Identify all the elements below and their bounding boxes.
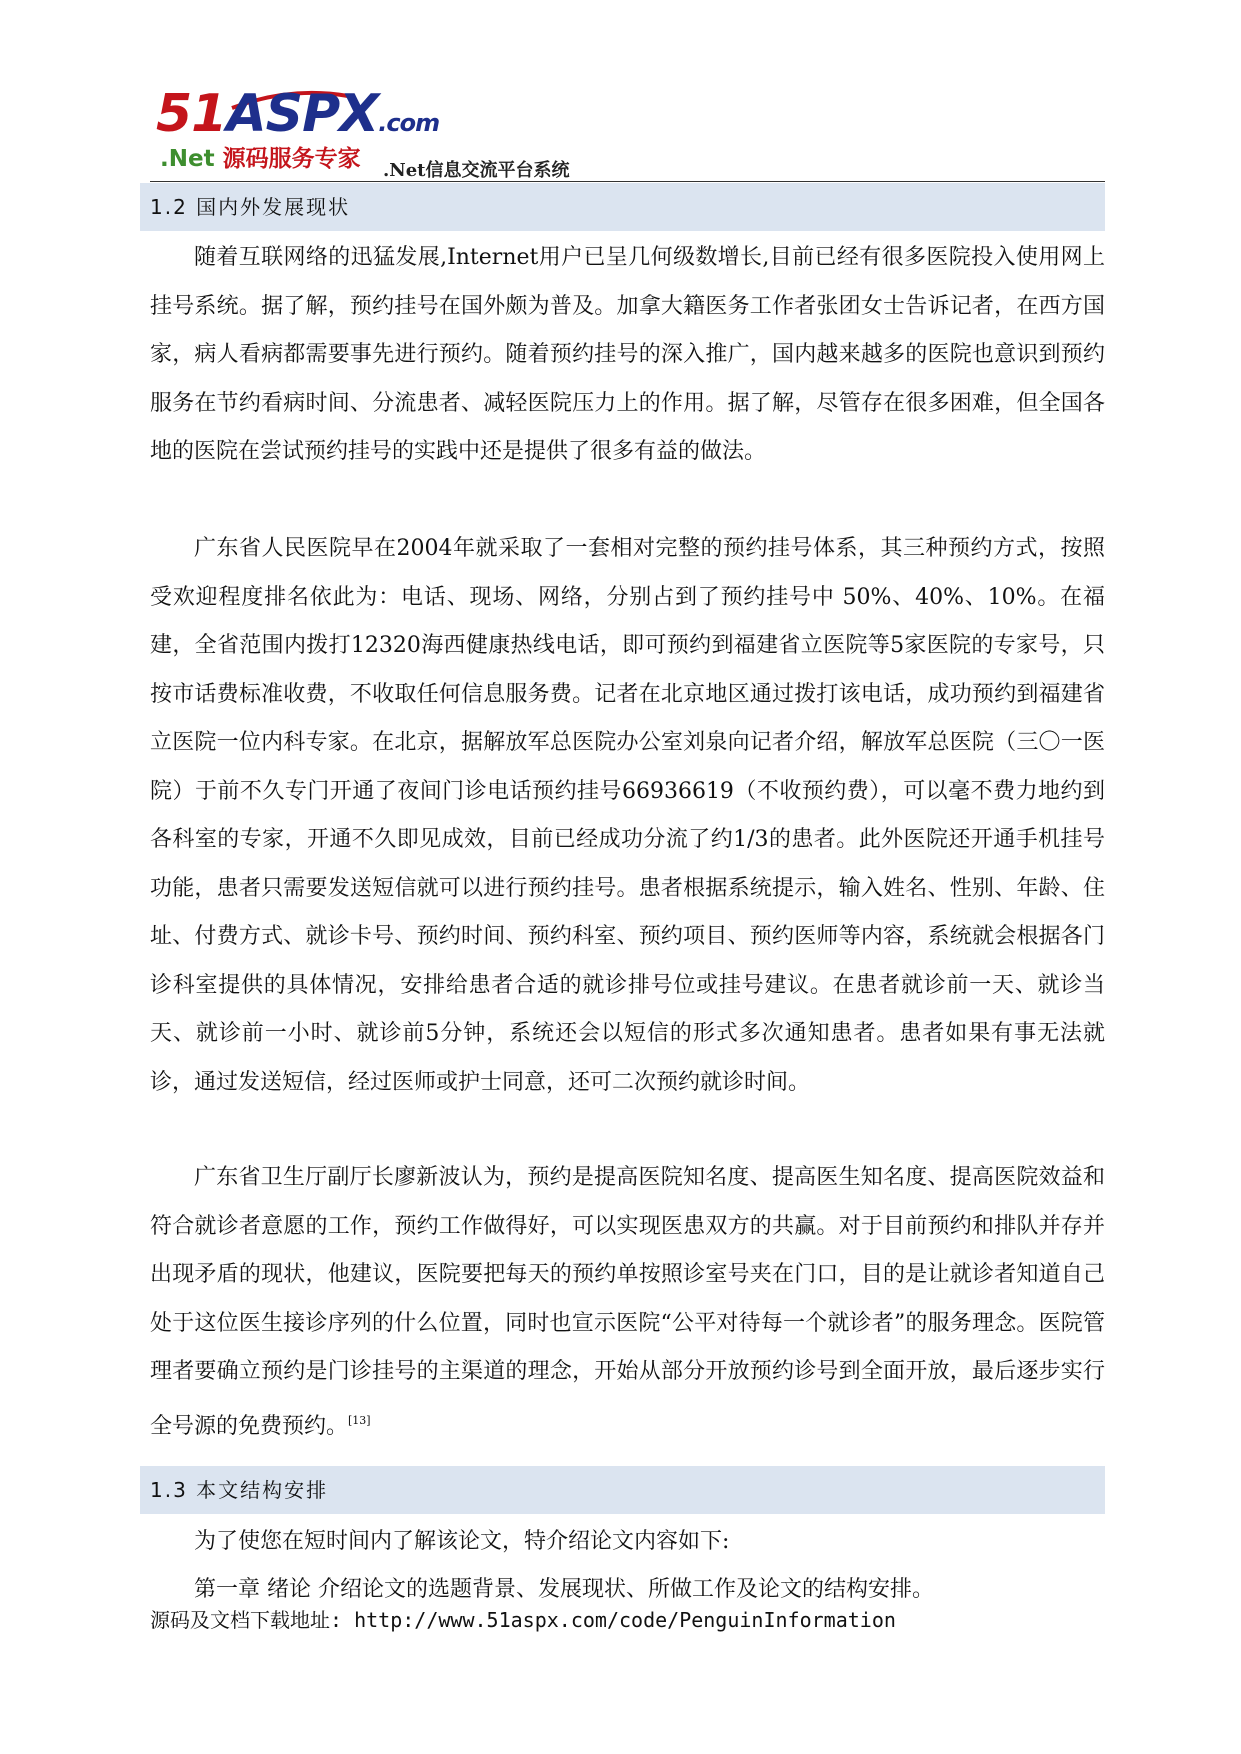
paragraph-2: 广东省人民医院早在2004年就采取了一套相对完整的预约挂号体系，其三种预约方式，按照受欢迎程度排名依此为：电话、现场、网络，分别占到了预约挂号中 50%、40%、10%。在福建，全省范围内拨打12320海西健康热线电话，即可预约到福建省立医院等5家医院的专家号，只按市话费标准收费，不收取任何信息服务费。记者在北京地区通过拨打该电话，成功预约到福建省立医院一位内科专家。在北京，据解放军总医院办公室刘泉向记者介绍，解放军总医院（三〇一医院）于前不久专门开通了夜间门诊电话预约挂号66936619（不收预约费），可以毫不费力地约到各科室的专家，开通不久即见成效，目前已经成功分流了约1/3的患者。此外医院还开通手机挂号功能，患者只需要发送短信就可以进行预约挂号。患者根据系统提示，输入姓名、性别、年龄、住址、付费方式、就诊卡号、预约时间、预约科室、预约项目、预约医师等内容，系统就会根据各门诊科室提供的具体情况，安排给患者合适的就诊排号位或挂号建议。在患者就诊前一天、就诊当天、就诊前一小时、就诊前5分钟，系统还会以短信的形式多次通知患者。患者如果有事无法就诊，通过发送短信，经过医师或护士同意，还可二次预约就诊时间。 <box>150 536 1105 1095</box>
logo-domain: .com <box>378 109 440 137</box>
paragraph-3-text: 广东省卫生厅副厅长廖新波认为，预约是提高医院知名度、提高医生知名度、提高医院效益和符合就诊者意愿的工作，预约工作做得好，可以实现医患双方的共赢。对于目前预约和排队并存并出现矛盾的现状，他建议，医院要把每天的预约单按照诊室号夹在门口，目的是让就诊者知道自己处于这位医生接诊序列的什么位置，同时也宣示医院“公平对待每一个就诊者”的服务理念。医院管理者要确立预约是门诊挂号的主渠道的理念，开始从部分开放预约诊号到全面开放，最后逐步实行全号源的免费预约。 <box>150 1165 1105 1439</box>
document-title: .Net信息交流平台系统 <box>383 160 570 181</box>
section-heading-1-3: 1.3 本文结构安排 <box>140 1466 1105 1514</box>
logo-tagline-cn: 源码服务专家 <box>222 146 361 172</box>
section-heading-1-2: 1.2 国内外发展现状 <box>140 183 1105 231</box>
logo-tagline-net: .Net <box>160 146 215 172</box>
paragraph-4: 为了使您在短时间内了解该论文，特介绍论文内容如下: <box>194 1529 730 1554</box>
logo-aspx: ASPX <box>226 84 379 144</box>
logo-tagline <box>160 144 361 174</box>
paragraph-3 <box>150 1154 1105 1451</box>
paragraph-1: 随着互联网络的迅猛发展,Internet用户已呈几何级数增长,目前已经有很多医院投入使用网上挂号系统。据了解，预约挂号在国外颇为普及。加拿大籍医务工作者张团女士告诉记者，在西方国家，病人看病都需要事先进行预约。随着预约挂号的深入推广，国内越来越多的医院也意识到预约服务在节约看病时间、分流患者、减轻医院压力上的作用。据了解，尽管存在很多困难，但全国各地的医院在尝试预约挂号的实践中还是提供了很多有益的做法。 <box>150 245 1105 464</box>
header-divider <box>150 181 1105 182</box>
logo-number: 51 <box>156 84 227 144</box>
page-header <box>150 86 1105 182</box>
logo <box>156 86 439 151</box>
download-link-footer[interactable]: 源码及文档下载地址: http://www.51aspx.com/code/PenguinInformation <box>150 1608 896 1632</box>
citation-marker: [13] <box>348 1413 371 1427</box>
paragraph-5: 第一章 绪论 介绍论文的选题背景、发展现状、所做工作及论文的结构安排。 <box>194 1577 934 1602</box>
